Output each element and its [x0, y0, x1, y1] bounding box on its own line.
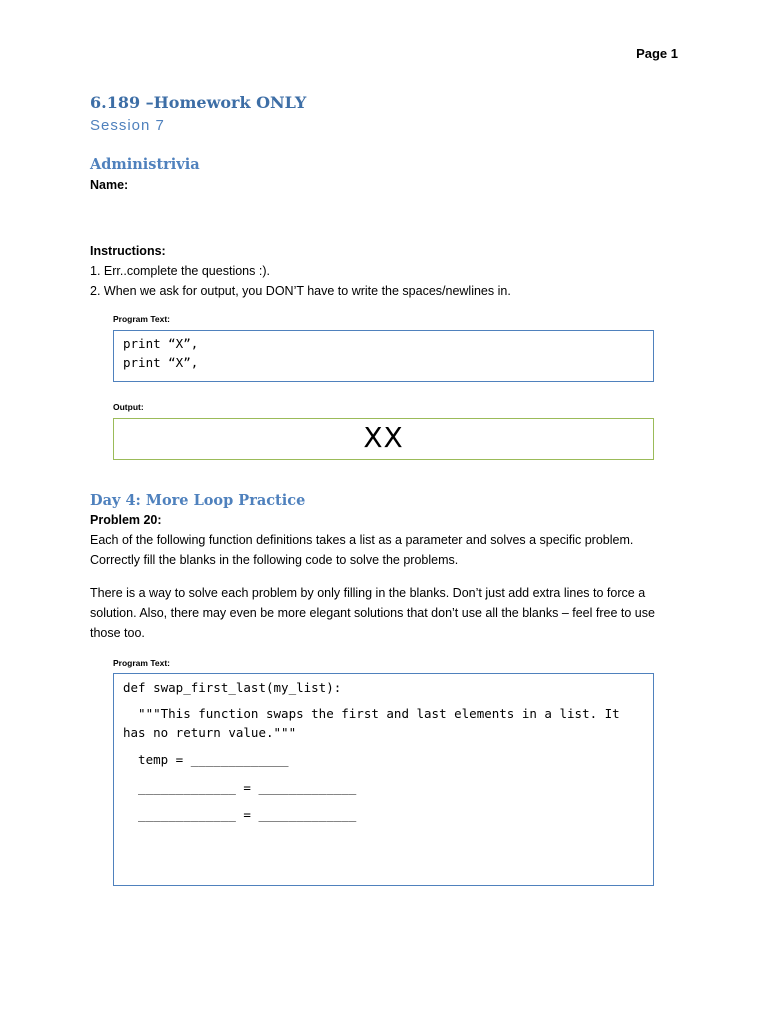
notes-line: There is a way to solve each problem by only filling in the blanks. Don’t just add extra lines to force a	[90, 586, 646, 600]
name-label: Name:	[90, 178, 129, 192]
problem-program-label: Program Text:	[113, 658, 170, 668]
code-temp-line: temp = _____________	[123, 752, 289, 767]
code-def-line: def swap_first_last(my_list):	[123, 680, 342, 695]
notes-line: solution. Also, there may even be more elegant solutions that don’t use all the blanks – feel free to use	[90, 606, 655, 620]
example-code-line: print “X”,	[123, 355, 199, 370]
code-assign-line: _____________ = _____________	[123, 780, 357, 795]
output-box	[113, 418, 654, 460]
code-assign-line: _____________ = _____________	[123, 807, 357, 822]
code-docstring-line: """This function swaps the first and last elements in a list. It	[123, 706, 620, 721]
example-code-box	[113, 330, 654, 382]
description-line: Each of the following function definitions takes a list as a parameter and solves a specific problem.	[90, 533, 634, 547]
code-docstring-line: has no return value."""	[123, 725, 297, 740]
example-program-label: Program Text:	[113, 314, 170, 324]
output-label: Output:	[113, 402, 144, 412]
document-title: 6.189 –Homework ONLY	[90, 93, 307, 112]
instructions-label: Instructions:	[90, 244, 166, 258]
instructions-list	[90, 261, 511, 301]
administrivia-heading: Administrivia	[90, 156, 200, 173]
notes-line: those too.	[90, 626, 145, 640]
day4-heading: Day 4: More Loop Practice	[90, 492, 306, 509]
problem-notes	[90, 583, 655, 643]
session-subtitle: Session 7	[90, 117, 165, 134]
instruction-item: 1. Err..complete the questions :).	[90, 264, 270, 278]
description-line: Correctly fill the blanks in the following code to solve the problems.	[90, 553, 459, 567]
example-code-line: print “X”,	[123, 336, 199, 351]
problem-description	[90, 530, 633, 570]
instruction-item: 2. When we ask for output, you DON’T have to write the spaces/newlines in.	[90, 284, 511, 298]
problem-label: Problem 20:	[90, 513, 162, 527]
page-number: Page 1	[636, 46, 678, 61]
output-value: XX	[363, 421, 404, 454]
problem-code-box	[113, 673, 654, 886]
